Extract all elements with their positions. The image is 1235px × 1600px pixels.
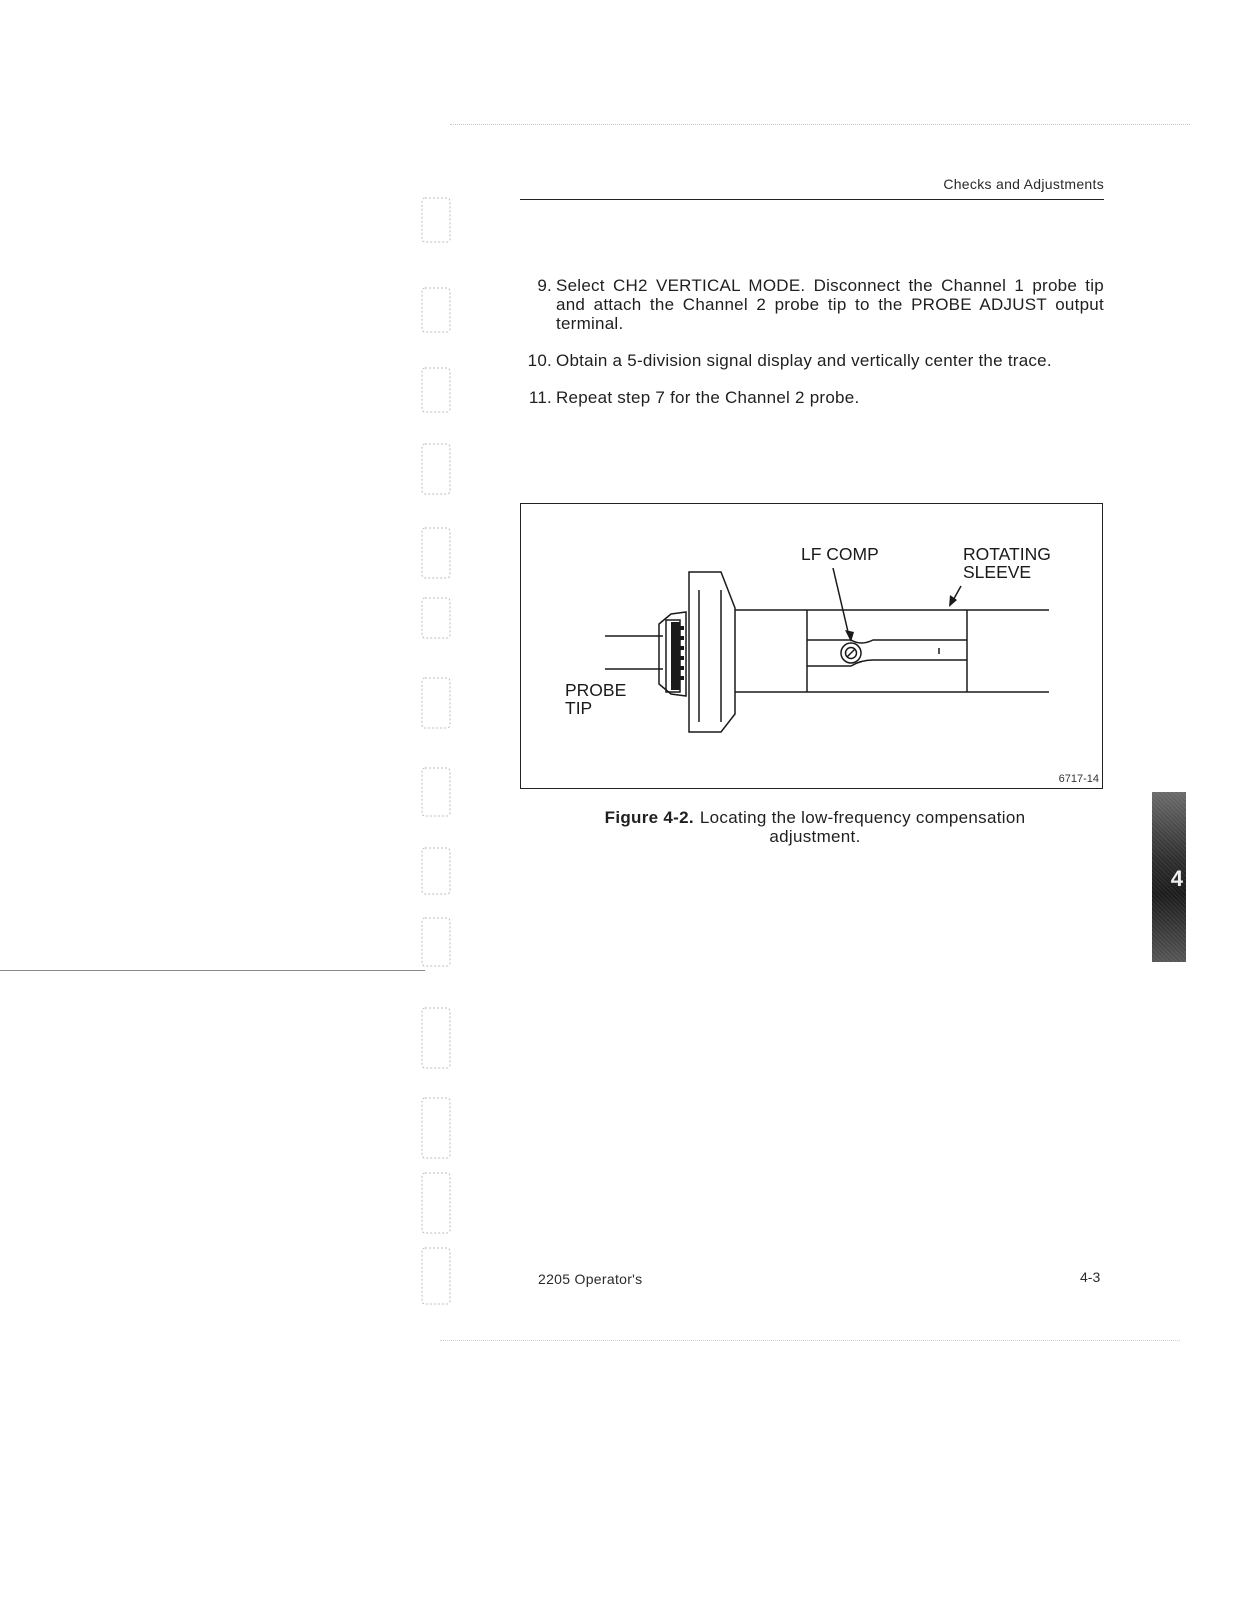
label-line: PROBE: [565, 680, 627, 700]
page-header: [520, 173, 1104, 200]
manual-title: 2205 Operator's: [538, 1271, 643, 1287]
scan-artifact-line: [0, 970, 425, 971]
figure-caption: [560, 808, 1070, 846]
caption-label: Figure 4-2.: [604, 808, 694, 827]
step-number: 11.: [528, 388, 552, 407]
figure-code: 6717-14: [1058, 773, 1099, 785]
label-lf-comp: LF COMP: [801, 544, 879, 564]
label-line: TIP: [565, 698, 593, 718]
label-line: SLEEVE: [963, 562, 1032, 582]
label-line: ROTATING: [963, 544, 1051, 564]
section-number: 4: [1170, 866, 1183, 891]
caption-text: Locating the low-frequency compensation adjustment.: [699, 808, 1026, 846]
step-11: [520, 388, 1104, 407]
section-tab: [1152, 792, 1186, 962]
page-number: 4-3: [1080, 1269, 1101, 1285]
step-text: Select CH2 VERTICAL MODE. Disconnect the Channel 1 probe tip and attach the Channel 2 probe tip to the PROBE ADJUST output terminal.: [556, 276, 1104, 333]
figure-4-2: [520, 503, 1103, 789]
procedure-steps: [520, 276, 1104, 425]
step-text: Repeat step 7 for the Channel 2 probe.: [556, 388, 860, 407]
step-9: [520, 276, 1104, 333]
scan-dotted-edge-top: [450, 124, 1190, 125]
section-title: Checks and Adjustments: [943, 176, 1104, 192]
scan-dotted-edge-bottom: [440, 1340, 1180, 1341]
step-number: 10.: [527, 351, 552, 370]
step-10: [520, 351, 1104, 370]
binding-holes: [412, 128, 458, 1328]
step-number: 9.: [537, 276, 552, 295]
label-probe-tip: [565, 681, 626, 717]
label-rotating-sleeve: [963, 545, 1051, 581]
step-text: Obtain a 5-division signal display and vertically center the trace.: [556, 351, 1052, 370]
